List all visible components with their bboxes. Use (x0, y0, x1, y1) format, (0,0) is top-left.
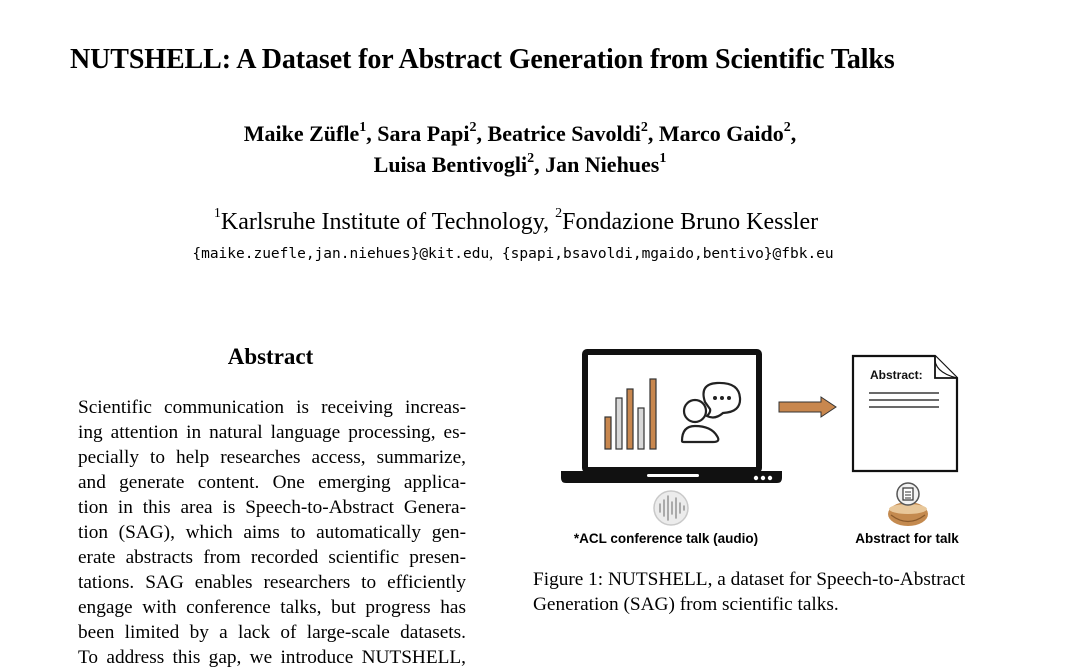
author-separator: , (534, 152, 546, 177)
arrow-right-icon (779, 397, 836, 417)
abstract-body (78, 395, 466, 670)
author-name: Sara Papi (377, 121, 470, 146)
laptop-icon (561, 349, 782, 483)
figure-caption: Figure 1: NUTSHELL, a dataset for Speech-to-Abstract Generation (SAG) from scientific talks. (533, 569, 966, 615)
abstract-line: pecially to help researches access, summarize, (78, 447, 466, 468)
author-affil: 2 (469, 119, 477, 135)
speech-dot (720, 396, 724, 400)
affil-name: Karlsruhe Institute of Technology (220, 209, 544, 235)
author-name: Beatrice Savoldi (487, 121, 641, 146)
author-affil: 2 (783, 119, 791, 135)
figure-label-right: Abstract for talk (855, 531, 959, 546)
affil-number: 1 (213, 206, 221, 221)
author-name: Luisa Bentivogli (373, 152, 528, 177)
abstract-heading: Abstract (227, 344, 314, 369)
figure-label-left: *ACL conference talk (audio) (573, 531, 759, 546)
email-separator: , (489, 245, 494, 262)
abstract-line: engage with conference talks, but progress has (78, 597, 466, 618)
author-separator: , (366, 121, 378, 146)
audio-wave-icon (654, 491, 688, 525)
audio-circle (654, 491, 688, 525)
email-kit: {maike.zuefle,jan.niehues}@kit.edu (192, 246, 490, 262)
chart-bar (650, 379, 656, 449)
author-name: Maike Züfle (243, 121, 360, 146)
abstract-line: To address this gap, we introduce NUTSHELL, (78, 647, 466, 668)
author-name: Marco Gaido (658, 121, 784, 146)
author-separator: , (647, 121, 659, 146)
author-separator: , (790, 121, 797, 146)
author-name: Jan Niehues (545, 152, 660, 177)
paper-title: NUTSHELL: A Dataset for Abstract Generation from Scientific Talks (70, 44, 895, 75)
chart-bar (627, 389, 633, 449)
abstract-line: tations. SAG enables researchers to efficiently (78, 572, 466, 593)
author-emails (0, 245, 1026, 263)
laptop-dot (761, 476, 765, 480)
laptop-dot (754, 476, 758, 480)
affiliations (0, 206, 1032, 236)
speech-dot (713, 396, 717, 400)
email-fbk: {spapi,bsavoldi,mgaido,bentivo}@fbk.eu (501, 246, 834, 262)
abstract-line: and generate content. One emerging applica- (78, 472, 466, 493)
affil-name: Fondazione Bruno Kessler (562, 209, 819, 235)
document-icon (853, 356, 957, 471)
author-affil: 1 (359, 119, 367, 135)
abstract-line: tion (SAG), which aims to automatically gen- (78, 522, 466, 543)
laptop-trackpad (647, 474, 699, 477)
abstract-line: ing attention in natural language processing, es- (78, 422, 466, 443)
figure-illustration (555, 340, 975, 530)
authors-line-1 (0, 121, 1040, 147)
abstract-line: erate abstracts from recorded scientific presen- (78, 547, 466, 568)
authors-line-2 (0, 152, 1040, 178)
speech-dot (727, 396, 731, 400)
abstract-line: tion in this area is Speech-to-Abstract Genera- (78, 497, 466, 518)
chart-bar (605, 417, 611, 449)
chart-bar (638, 408, 644, 449)
author-separator: , (476, 121, 488, 146)
author-affil: 2 (527, 150, 535, 166)
chart-bar (616, 398, 622, 449)
abstract-line: been limited by a lack of large-scale datasets. (78, 622, 466, 643)
nutshell-icon (888, 483, 928, 526)
author-affil: 2 (640, 119, 648, 135)
affil-separator: , (543, 209, 556, 235)
abstract-line: Scientific communication is receiving increas- (78, 397, 466, 418)
laptop-dot (768, 476, 772, 480)
document-label: Abstract: (870, 368, 923, 382)
affil-number: 2 (555, 206, 563, 221)
author-affil: 1 (659, 150, 667, 166)
